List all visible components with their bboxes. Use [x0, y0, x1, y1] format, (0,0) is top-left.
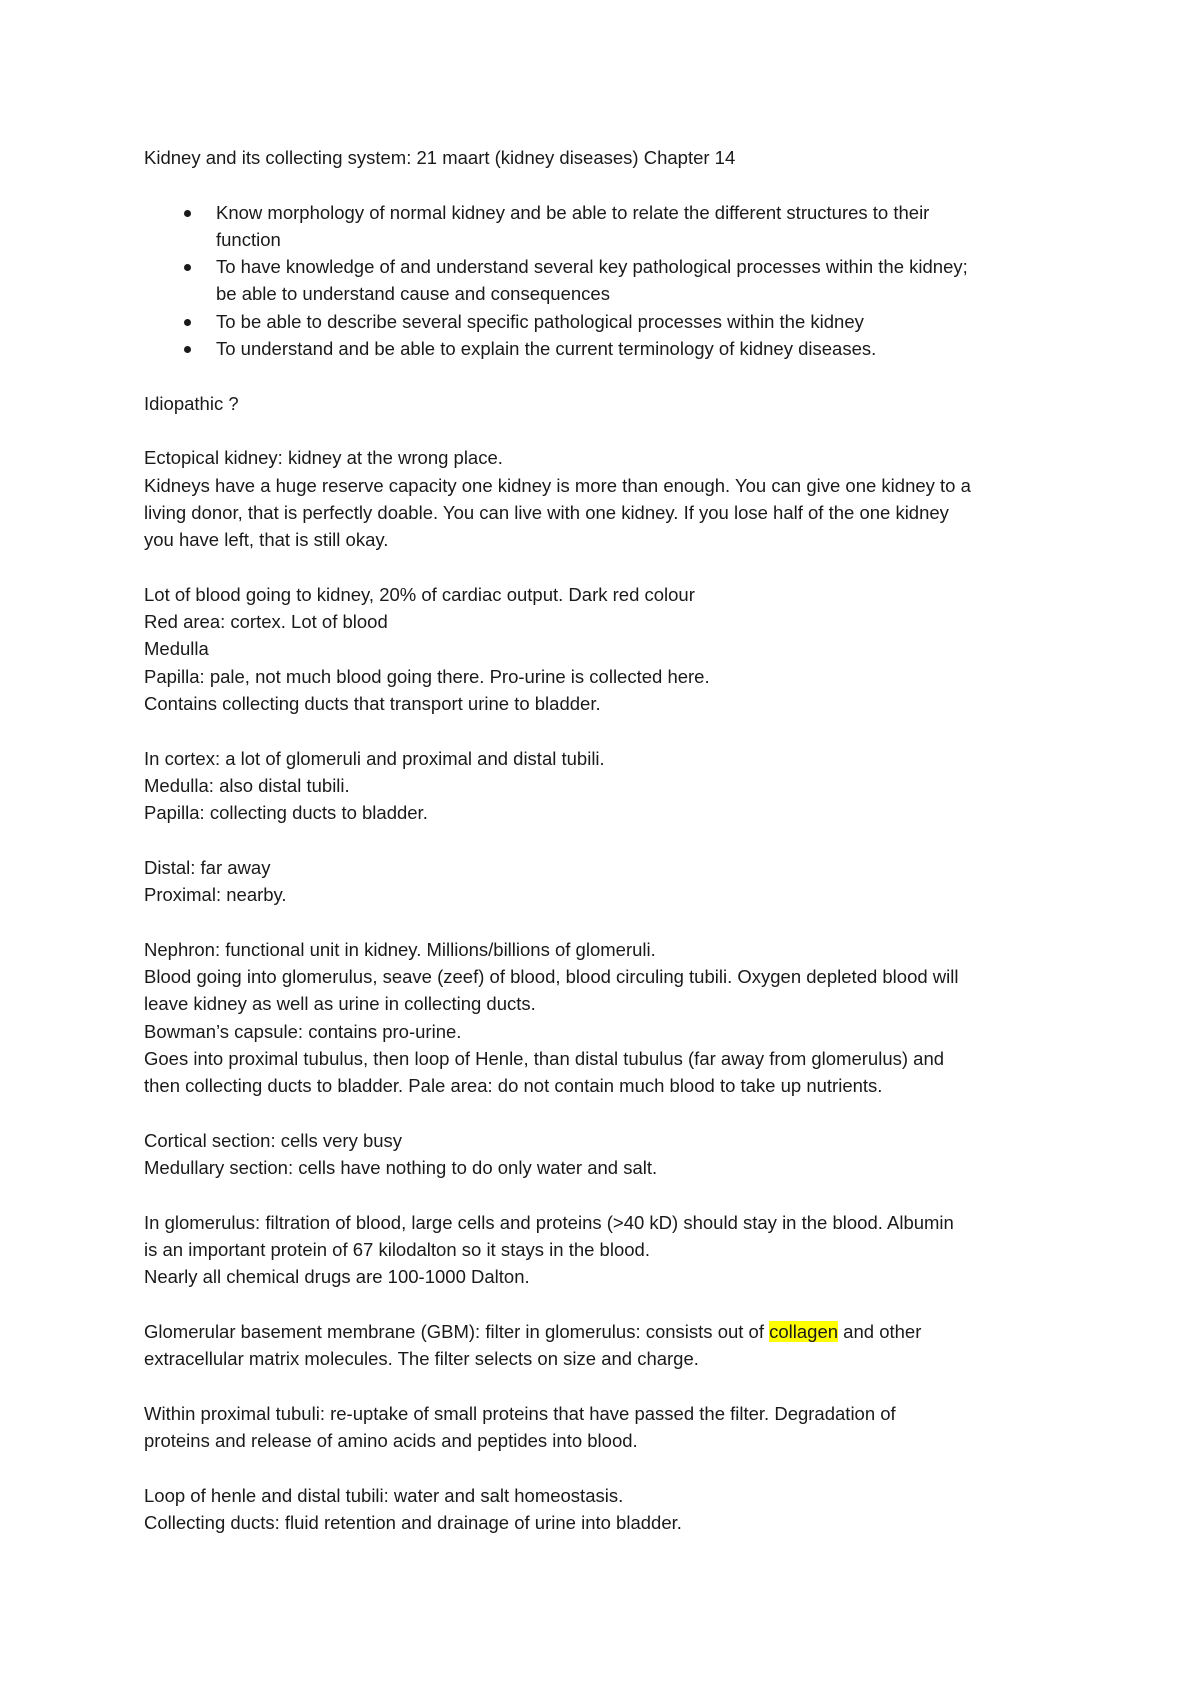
paragraph-gbm: Glomerular basement membrane (GBM): filter in glomerulus: consists out of collagen and other extracellular matrix molecules. The filter selects on size and charge.	[144, 1320, 922, 1370]
text-line: is an important protein of 67 kilodalton so it stays in the blood.	[144, 1238, 650, 1260]
text-line: leave kidney as well as urine in collecting ducts.	[144, 993, 536, 1015]
text-line: Nephron: functional unit in kidney. Millions/billions of glomeruli.	[144, 938, 656, 960]
document-page	[144, 144, 1064, 1563]
text-line: Lot of blood going to kidney, 20% of cardiac output. Dark red colour	[144, 583, 695, 605]
text-line: Cortical section: cells very busy	[144, 1129, 403, 1151]
paragraph-nephron	[144, 936, 1064, 1100]
text-line: Blood going into glomerulus, seave (zeef) of blood, blood circuling tubili. Oxygen depleted blood will	[144, 965, 959, 987]
text-line: Red area: cortex. Lot of blood	[144, 611, 388, 633]
paragraph-proximal-tubuli	[144, 1400, 1064, 1455]
text-line: Papilla: pale, not much blood going there. Pro-urine is collected here.	[144, 665, 710, 687]
text-line: Medulla: also distal tubili.	[144, 774, 350, 796]
document-title: Kidney and its collecting system: 21 maart (kidney diseases) Chapter 14	[144, 147, 736, 168]
objective-item: To understand and be able to explain the current terminology of kidney diseases.	[144, 335, 1064, 362]
paragraph-glomerulus	[144, 1209, 1064, 1291]
text-line: Idiopathic ?	[144, 392, 239, 414]
text-line: Goes into proximal tubulus, then loop of Henle, than distal tubulus (far away from glomerulus) and	[144, 1047, 945, 1069]
objective-item: Know morphology of normal kidney and be able to relate the different structures to their function	[144, 199, 1064, 254]
objective-item: To be able to describe several specific pathological processes within the kidney	[144, 308, 1064, 335]
paragraph-distal-proximal	[144, 854, 1064, 909]
paragraph-cortex	[144, 745, 1064, 827]
highlighted-text: collagen	[769, 1320, 839, 1342]
paragraph-ectopical-kidney	[144, 444, 1064, 553]
bullet-icon	[184, 346, 191, 353]
bullet-icon	[184, 210, 191, 217]
text-line: living donor, that is perfectly doable. You can live with one kidney. If you lose half of the one kidney	[144, 501, 949, 523]
text-line: Medulla	[144, 638, 209, 660]
text-line: you have left, that is still okay.	[144, 529, 389, 551]
objective-item: To have knowledge of and understand several key pathological processes within the kidney; be able to understand cause and consequences	[144, 253, 1064, 308]
text-line: Within proximal tubuli: re-uptake of small proteins that have passed the filter. Degradation of	[144, 1402, 896, 1424]
text-line: proteins and release of amino acids and peptides into blood.	[144, 1429, 638, 1451]
bullet-icon	[184, 319, 191, 326]
text-line: then collecting ducts to bladder. Pale area: do not contain much blood to take up nutrients.	[144, 1075, 883, 1097]
text-line: Contains collecting ducts that transport urine to bladder.	[144, 692, 601, 714]
text-line: Proximal: nearby.	[144, 884, 287, 906]
text-line: Papilla: collecting ducts to bladder.	[144, 802, 428, 824]
text-line: Distal: far away	[144, 856, 271, 878]
text-line: Ectopical kidney: kidney at the wrong place.	[144, 447, 503, 469]
text-line: Loop of henle and distal tubili: water and salt homeostasis.	[144, 1484, 624, 1506]
objectives-list	[144, 199, 1064, 363]
text-line: Nearly all chemical drugs are 100-1000 Dalton.	[144, 1266, 530, 1288]
text-line: Collecting ducts: fluid retention and drainage of urine into bladder.	[144, 1511, 682, 1533]
text-line: In glomerulus: filtration of blood, large cells and proteins (>40 kD) should stay in the blood. Albumin	[144, 1211, 954, 1233]
text-line: Medullary section: cells have nothing to do only water and salt.	[144, 1156, 658, 1178]
bullet-icon	[184, 264, 191, 271]
paragraph-idiopathic	[144, 390, 1064, 417]
text-line: In cortex: a lot of glomeruli and proximal and distal tubili.	[144, 747, 605, 769]
text-line: Kidneys have a huge reserve capacity one kidney is more than enough. You can give one kidney to a	[144, 474, 971, 496]
paragraph-blood-supply	[144, 581, 1064, 717]
text-line: Bowman’s capsule: contains pro-urine.	[144, 1020, 462, 1042]
paragraph-cortical-section	[144, 1127, 1064, 1182]
paragraph-loop-of-henle	[144, 1482, 1064, 1537]
